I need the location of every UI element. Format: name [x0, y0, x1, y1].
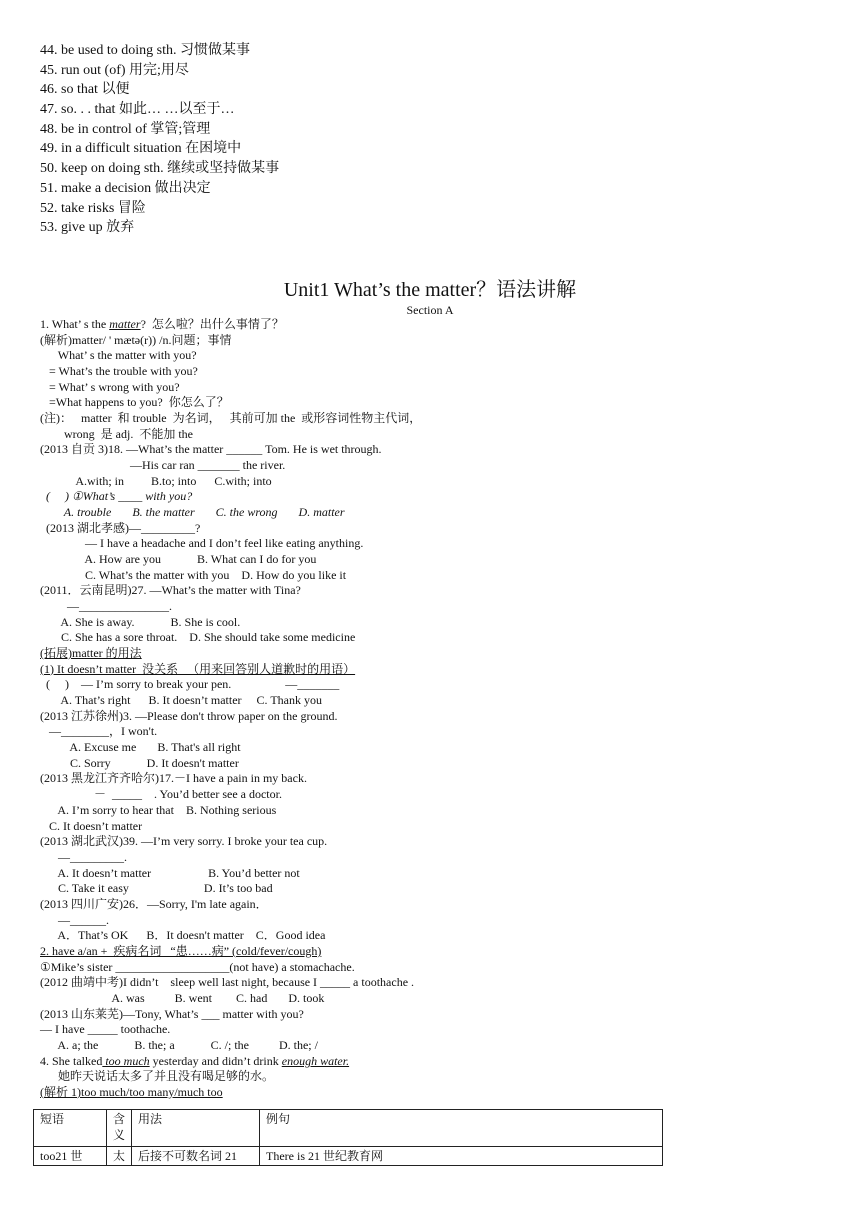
option-line: A. That’s right B. It doesn’t matter C. Thank you: [40, 693, 322, 708]
subheading-line: 2. have a/an + 疾病名词 “患……病” (cold/fever/cough): [40, 943, 322, 958]
table-cell: 太: [107, 1147, 132, 1166]
option-line: A. I’m sorry to hear that B. Nothing serious: [40, 802, 277, 817]
vocab-item: 51. make a decision 做出决定: [40, 180, 211, 196]
note-line: (注)： matter 和 trouble 为名词， 其前可加 the 或形容词性物主代词，: [40, 411, 422, 426]
exercise-line: ①Mike’s sister ___________________(not have) a stomachache.: [40, 959, 355, 974]
option-line: A. How are you B. What can I do for you: [40, 552, 317, 567]
subheading-line: (1) It doesn’t matter 没关系 （用来回答别人道歉时的用语）: [40, 661, 356, 676]
question-line: [40, 317, 421, 333]
page-title: Unit1 What’s the matter？语法讲解: [283, 279, 577, 301]
exercise-line: —______.: [40, 912, 109, 927]
question-line: [40, 1054, 421, 1070]
vocab-item: 47. so. . . that 如此… …以至于…: [40, 102, 235, 118]
option-line: A．That’s OK B．It doesn't matter C．Good idea: [40, 928, 326, 943]
option-line: A. It doesn’t matter B. You’d better not: [40, 865, 300, 880]
option-line: C. It doesn’t matter: [40, 818, 143, 833]
option-line: A.with; in B.to; into C.with; into: [40, 473, 272, 488]
table-header-cell: 用法: [132, 1110, 260, 1147]
vocab-item: 48. be in control of 掌管;管理: [40, 121, 211, 137]
subheading-line: (拓展)matter 的用法: [40, 646, 142, 661]
vocab-list: [40, 41, 279, 238]
example-line: = What’ s wrong with you?: [40, 379, 180, 394]
subheading-line: (解析 1)too much/too many/much too: [40, 1084, 223, 1099]
exercise-line: —_________.: [40, 849, 127, 864]
option-line: C. What’s the matter with you D. How do you like it: [40, 567, 347, 582]
exercise-line: (2013 湖北孝感)—_________?: [40, 520, 201, 535]
exercise-line: (2013 自贡 3)18. —What’s the matter ______ Tom. He is wet through.: [40, 442, 382, 457]
exercise-line: (2012 曲靖中考)I didn’t sleep well last night, because I _____ a toothache .: [40, 975, 415, 990]
exercise-line: ( ) — I’m sorry to break your pen. —_______: [40, 677, 340, 692]
section-heading: Section A: [406, 303, 454, 317]
exercise-line: (2011．云南昆明)27. —What’s the matter with Tina?: [40, 583, 301, 598]
grammar-notes: [40, 317, 421, 1101]
table-cell: There is 21 世纪教育网: [260, 1147, 663, 1166]
table-cell: too21 世: [34, 1147, 107, 1166]
line-text: 4. She talked: [40, 1053, 103, 1068]
table-row: [34, 1147, 663, 1166]
line-text: ? 怎么啦？出什么事情了？: [140, 317, 284, 331]
table-cell: 后接不可数名词 21: [132, 1147, 260, 1166]
exercise-line: (2013 山东莱芜)—Tony, What’s ___ matter with you?: [40, 1006, 304, 1021]
example-line: What’ s the matter with you?: [40, 348, 197, 363]
table-header-cell: 含义: [107, 1110, 132, 1147]
vocab-item: 49. in a difficult situation 在困境中: [40, 141, 242, 157]
option-line: A. Excuse me B. That's all right: [40, 740, 241, 755]
line-text: 1. What’ s the: [40, 317, 110, 331]
line-text: yesterday and didn’t drink: [149, 1053, 282, 1068]
option-line: A. a; the B. the; a C. /; the D. the; /: [40, 1037, 318, 1052]
option-line: A. was B. went C. had D. took: [40, 990, 325, 1005]
underlined-phrase: enough water.: [281, 1053, 350, 1068]
exercise-line: (2013 黑龙江齐齐哈尔)17.－I have a pain in my back.: [40, 771, 307, 786]
translation-line: 她昨天说话太多了并且没有喝足够的水。: [40, 1069, 275, 1084]
exercise-line: (2013 江苏徐州)3. —Please don't throw paper on the ground.: [40, 708, 338, 723]
exercise-line: － _____ . You’d better see a doctor.: [40, 787, 282, 802]
exercise-line: —His car ran _______ the river.: [40, 458, 286, 473]
underlined-word: matter: [109, 317, 141, 331]
note-line: (解析)matter/ ' mætə(r)) /n.问题；事情: [40, 332, 232, 347]
usage-table: [33, 1109, 663, 1166]
vocab-item: 52. take risks 冒险: [40, 200, 146, 216]
table-header-row: [34, 1110, 663, 1147]
option-line: A. trouble B. the matter C. the wrong D. matter: [40, 505, 345, 520]
table-header-cell: 短语: [34, 1110, 107, 1147]
option-line: C. Sorry D. It doesn't matter: [40, 755, 239, 770]
exercise-line: — I have a headache and I don’t feel like eating anything.: [40, 536, 364, 551]
exercise-line: ( ) ①What’s ____ with you?: [40, 489, 193, 504]
exercise-line: —_______________.: [40, 599, 172, 614]
example-line: = What’s the trouble with you?: [40, 364, 198, 379]
option-line: A. She is away. B. She is cool.: [40, 614, 241, 629]
vocab-item: 53. give up 放弃: [40, 220, 135, 236]
vocab-item: 44. be used to doing sth. 习惯做某事: [40, 43, 250, 58]
vocab-item: 45. run out (of) 用完;用尽: [40, 62, 189, 78]
table-header-cell: 例句: [260, 1110, 663, 1147]
exercise-line: (2013 湖北武汉)39. —I’m very sorry. I broke your tea cup.: [40, 834, 328, 849]
option-line: C. Take it easy D. It’s too bad: [40, 881, 273, 896]
exercise-line: (2013 四川广安)26．—Sorry, I'm late again．: [40, 896, 268, 911]
underlined-phrase: too much: [102, 1053, 150, 1068]
note-line: wrong 是 adj. 不能加 the: [40, 426, 193, 441]
example-line: =What happens to you? 你怎么了？: [40, 395, 229, 410]
exercise-line: —________，I won't.: [40, 724, 158, 739]
exercise-line: — I have _____ toothache.: [40, 1022, 171, 1037]
vocab-item: 50. keep on doing sth. 继续或坚持做某事: [40, 161, 280, 177]
vocab-item: 46. so that 以便: [40, 82, 130, 98]
option-line: C. She has a sore throat. D. She should take some medicine: [40, 630, 356, 645]
